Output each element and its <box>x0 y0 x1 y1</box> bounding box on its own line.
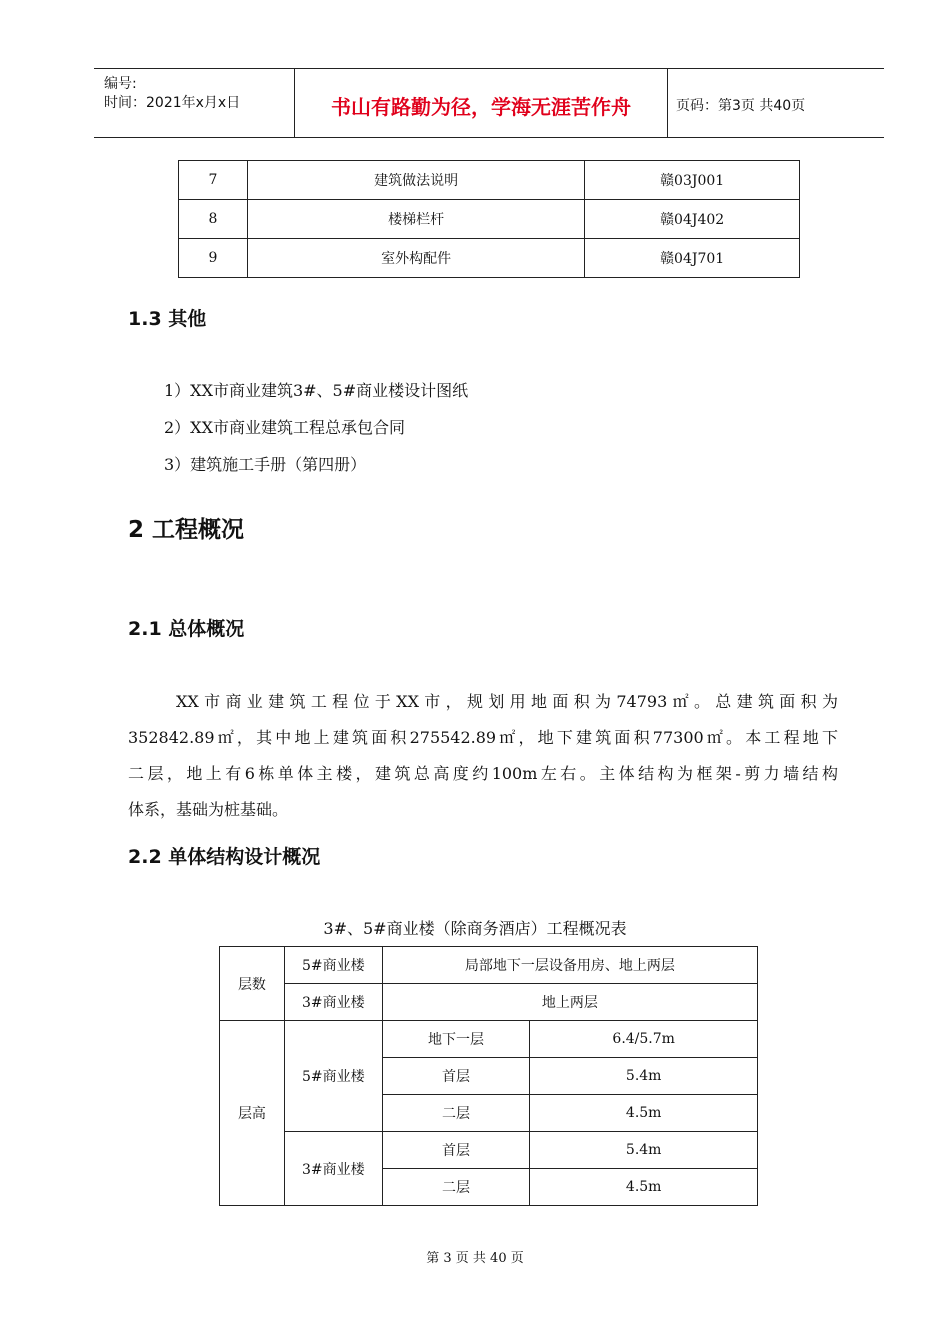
header-page-number: 页码：第3页 共40页 <box>676 98 806 114</box>
overview-paragraph <box>128 684 838 828</box>
building-overview-table <box>219 946 758 1206</box>
table-cell: 地下一层 <box>382 1021 530 1058</box>
table-cell: 首层 <box>382 1132 530 1169</box>
chapter-heading-2: 2 工程概况 <box>128 517 245 543</box>
header-center-cell <box>295 69 668 137</box>
table-cell: 赣04J701 <box>585 239 800 278</box>
table-cell: 二层 <box>382 1095 530 1132</box>
document-time-label: 时间：2021年x月x日 <box>104 95 241 111</box>
table-cell: 二层 <box>382 1169 530 1206</box>
table-cell: 赣03J001 <box>585 161 800 200</box>
table-row <box>220 947 758 984</box>
table-cell: 3#商业楼 <box>284 984 382 1021</box>
table-row <box>220 1021 758 1058</box>
page-header <box>94 68 884 138</box>
section-heading-1-3: 1.3 其他 <box>128 308 207 330</box>
list-item: 2）XX市商业建筑工程总承包合同 <box>164 418 405 437</box>
table-caption: 3#、5#商业楼（除商务酒店）工程概况表 <box>323 919 627 938</box>
paragraph-line: 体系，基础为桩基础。 <box>128 800 289 819</box>
table-cell: 5#商业楼 <box>284 1021 382 1132</box>
table-cell: 5#商业楼 <box>284 947 382 984</box>
table-cell: 5.4m <box>530 1132 758 1169</box>
table-cell: 6.4/5.7m <box>530 1021 758 1058</box>
paragraph-line: 二层，地上有6栋单体主楼，建筑总高度约100m左右。主体结构为框架-剪力墙结构 <box>128 764 838 783</box>
paragraph-line: XX市商业建筑工程位于XX市，规划用地面积为74793㎡。总建筑面积为 <box>176 692 838 711</box>
paragraph-line: 352842.89㎡，其中地上建筑面积275542.89㎡，地下建筑面积77300㎡。本工程地下 <box>128 728 838 747</box>
table-row <box>220 984 758 1021</box>
table-cell: 首层 <box>382 1058 530 1095</box>
header-left-cell <box>94 69 295 137</box>
table-row <box>179 200 800 239</box>
header-right-cell <box>668 69 884 137</box>
table-cell: 局部地下一层设备用房、地上两层 <box>382 947 757 984</box>
table-cell: 建筑做法说明 <box>247 161 584 200</box>
table-cell: 层数 <box>220 947 285 1021</box>
table-cell: 3#商业楼 <box>284 1132 382 1206</box>
list-item: 1）XX市商业建筑3#、5#商业楼设计图纸 <box>164 381 469 400</box>
table-cell: 地上两层 <box>382 984 757 1021</box>
table-cell: 8 <box>179 200 248 239</box>
table-cell: 4.5m <box>530 1095 758 1132</box>
table-cell: 层高 <box>220 1021 285 1206</box>
table-cell: 赣04J402 <box>585 200 800 239</box>
section-heading-2-2: 2.2 单体结构设计概况 <box>128 846 321 868</box>
header-motto: 书山有路勤为径，学海无涯苦作舟 <box>331 95 631 119</box>
table-cell: 5.4m <box>530 1058 758 1095</box>
document-code-label: 编号: <box>104 76 137 92</box>
page-footer: 第 3 页 共 40 页 <box>426 1251 524 1266</box>
table-row <box>179 161 800 200</box>
table-cell: 室外构配件 <box>247 239 584 278</box>
table-cell: 9 <box>179 239 248 278</box>
table-cell: 楼梯栏杆 <box>247 200 584 239</box>
table-row <box>179 239 800 278</box>
reference-standards-table <box>178 160 800 278</box>
section-heading-2-1: 2.1 总体概况 <box>128 618 245 640</box>
list-item: 3）建筑施工手册（第四册） <box>164 455 367 474</box>
table-cell: 4.5m <box>530 1169 758 1206</box>
table-row <box>220 1132 758 1169</box>
table-cell: 7 <box>179 161 248 200</box>
